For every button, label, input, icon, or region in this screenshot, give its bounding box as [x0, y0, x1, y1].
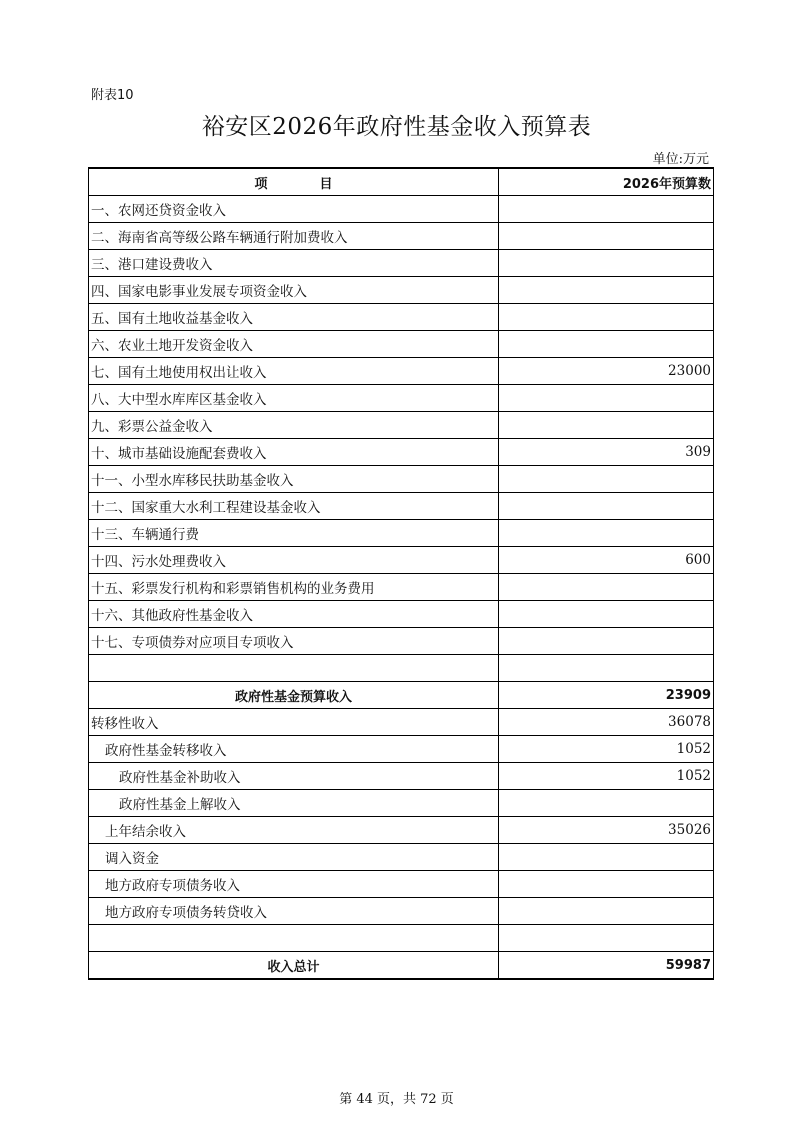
row-value — [499, 574, 714, 601]
row-value: 309 — [499, 439, 714, 466]
row-label: 政府性基金上解收入 — [89, 790, 499, 817]
header-amount: 2026年预算数 — [499, 168, 714, 196]
row-label: 七、国有土地使用权出让收入 — [89, 358, 499, 385]
table-row — [89, 223, 714, 250]
subtotal-value: 23909 — [499, 682, 714, 709]
table-row — [89, 574, 714, 601]
row-label: 上年结余收入 — [89, 817, 499, 844]
row-value — [499, 844, 714, 871]
table-row — [89, 655, 714, 682]
total-row — [89, 952, 714, 980]
row-label: 转移性收入 — [89, 709, 499, 736]
total-label: 收入总计 — [89, 952, 499, 980]
row-label: 八、大中型水库库区基金收入 — [89, 385, 499, 412]
row-label: 政府性基金补助收入 — [89, 763, 499, 790]
row-value — [499, 223, 714, 250]
row-label: 十六、其他政府性基金收入 — [89, 601, 499, 628]
table-row — [89, 763, 714, 790]
row-label: 地方政府专项债务转贷收入 — [89, 898, 499, 925]
table-row — [89, 520, 714, 547]
table-row — [89, 844, 714, 871]
row-label: 十二、国家重大水利工程建设基金收入 — [89, 493, 499, 520]
row-value — [499, 628, 714, 655]
subtotal-label: 政府性基金预算收入 — [89, 682, 499, 709]
row-value — [499, 277, 714, 304]
page-footer: 第 44 页，共 72 页 — [339, 1092, 454, 1107]
table-row — [89, 790, 714, 817]
table-row — [89, 277, 714, 304]
table-row — [89, 817, 714, 844]
table-row — [89, 547, 714, 574]
row-label: 六、农业土地开发资金收入 — [89, 331, 499, 358]
row-value — [499, 493, 714, 520]
row-value — [499, 304, 714, 331]
subtotal-row — [89, 682, 714, 709]
appendix-label: 附表10 — [91, 88, 134, 103]
row-value: 35026 — [499, 817, 714, 844]
row-label: 五、国有土地收益基金收入 — [89, 304, 499, 331]
row-label — [89, 925, 499, 952]
table-row — [89, 412, 714, 439]
row-value — [499, 466, 714, 493]
total-value: 59987 — [499, 952, 714, 980]
row-value — [499, 520, 714, 547]
table-row — [89, 358, 714, 385]
row-label — [89, 655, 499, 682]
row-label: 十三、车辆通行费 — [89, 520, 499, 547]
unit-label: 单位:万元 — [652, 152, 709, 167]
table-row — [89, 466, 714, 493]
row-value — [499, 898, 714, 925]
row-value: 23000 — [499, 358, 714, 385]
table-row — [89, 331, 714, 358]
row-label: 四、国家电影事业发展专项资金收入 — [89, 277, 499, 304]
table-row — [89, 898, 714, 925]
row-value — [499, 250, 714, 277]
row-value — [499, 790, 714, 817]
row-value: 600 — [499, 547, 714, 574]
row-label: 十、城市基础设施配套费收入 — [89, 439, 499, 466]
row-label: 调入资金 — [89, 844, 499, 871]
table-row — [89, 385, 714, 412]
row-value: 1052 — [499, 763, 714, 790]
row-label: 十一、小型水库移民扶助基金收入 — [89, 466, 499, 493]
table-row — [89, 709, 714, 736]
row-value — [499, 331, 714, 358]
table-row — [89, 871, 714, 898]
row-label: 九、彩票公益金收入 — [89, 412, 499, 439]
table-row — [89, 439, 714, 466]
table-row — [89, 304, 714, 331]
row-value — [499, 925, 714, 952]
table-row — [89, 196, 714, 223]
budget-table — [88, 167, 714, 980]
table-row — [89, 925, 714, 952]
header-item: 项 目 — [89, 168, 499, 196]
table-header-row — [89, 168, 714, 196]
row-label: 政府性基金转移收入 — [89, 736, 499, 763]
row-value — [499, 412, 714, 439]
row-value: 36078 — [499, 709, 714, 736]
row-label: 一、农网还贷资金收入 — [89, 196, 499, 223]
row-value — [499, 196, 714, 223]
row-label: 十五、彩票发行机构和彩票销售机构的业务费用 — [89, 574, 499, 601]
page-title: 裕安区2026年政府性基金收入预算表 — [201, 114, 592, 140]
table-row — [89, 736, 714, 763]
row-value: 1052 — [499, 736, 714, 763]
row-label: 十七、专项债券对应项目专项收入 — [89, 628, 499, 655]
table-row — [89, 250, 714, 277]
row-value — [499, 871, 714, 898]
row-value — [499, 601, 714, 628]
row-label: 三、港口建设费收入 — [89, 250, 499, 277]
table-row — [89, 628, 714, 655]
row-label: 地方政府专项债务收入 — [89, 871, 499, 898]
row-label: 十四、污水处理费收入 — [89, 547, 499, 574]
row-label: 二、海南省高等级公路车辆通行附加费收入 — [89, 223, 499, 250]
table-row — [89, 601, 714, 628]
row-value — [499, 655, 714, 682]
row-value — [499, 385, 714, 412]
table-row — [89, 493, 714, 520]
